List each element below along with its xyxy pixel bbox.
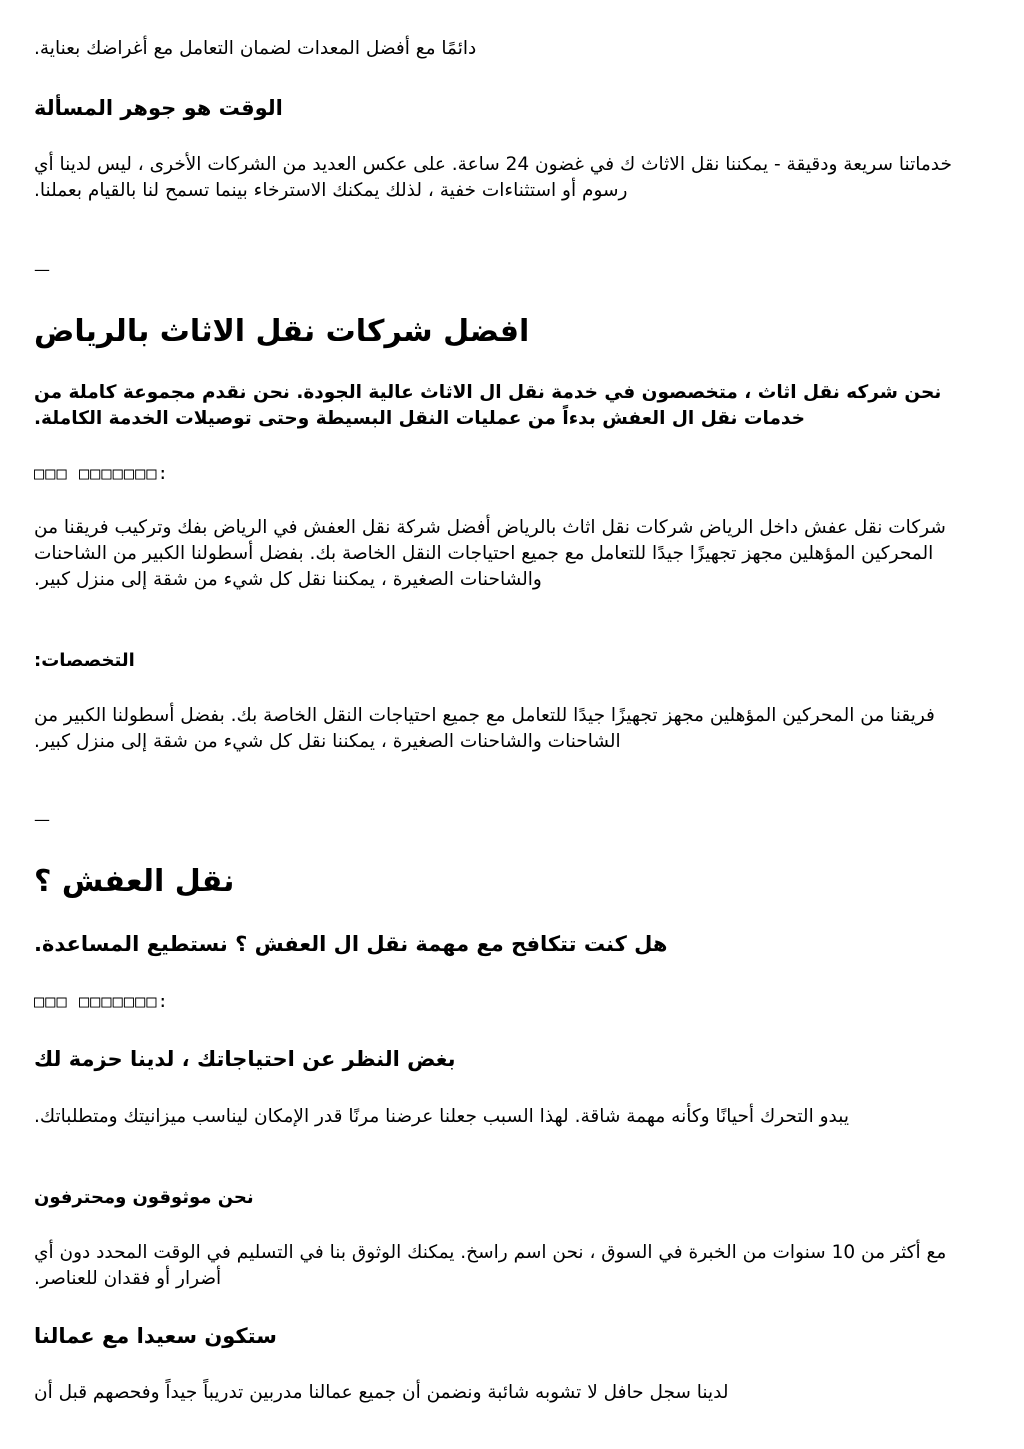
time-heading: الوقت هو جوهر المسألة xyxy=(34,96,283,120)
workers-heading: ستكون سعيدا مع عمالنا xyxy=(34,1324,277,1348)
workers-paragraph: لدينا سجل حافل لا تشوبه شائبة ونضمن أن جميع عمالنا مدربين تدريباً جيداً وفحصهم قبل أن xyxy=(34,1382,729,1403)
intro-tail-paragraph: دائمًا مع أفضل المعدات لضمان التعامل مع أغراضك بعناية. xyxy=(34,38,477,59)
move-furniture-subheading: هل كنت تتكافح مع مهمة نقل ال العفش ؟ نستطيع المساعدة. xyxy=(34,932,668,956)
best-companies-heading: افضل شركات نقل الاثاث بالرياض xyxy=(34,314,530,349)
separator-2: — xyxy=(34,810,50,829)
separator-1: — xyxy=(34,260,50,279)
specialties-paragraph: فريقنا من المحركين المؤهلين مجهز تجهيزًا جيدًا للتعامل مع جميع احتياجات النقل الخاصة بك. بفضل أسطولنا الكبير من الشاحنات والشاحنات الصغيرة ، يمكننا نقل كل شيء من شقة إلى منزل كبير. xyxy=(34,705,935,752)
trust-paragraph: مع أكثر من 10 سنوات من الخبرة في السوق ، نحن اسم راسخ. يمكنك الوثوق بنا في التسليم في الوقت المحدد دون أي أضرار أو فقدان للعناصر. xyxy=(34,1242,947,1289)
specialties-heading: التخصصات: xyxy=(34,650,135,671)
missing-glyph-label-1: □□□ □□□□□□□: xyxy=(34,464,169,484)
missing-glyph-label-2: □□□ □□□□□□□: xyxy=(34,992,169,1012)
trust-heading: نحن موثوقون ومحترفون xyxy=(34,1187,254,1208)
package-heading: بغض النظر عن احتياجاتك ، لدينا حزمة لك xyxy=(34,1047,456,1071)
best-companies-lead: نحن شركه نقل اثاث ، متخصصون في خدمة نقل ال الاثاث عالية الجودة. نحن نقدم مجموعة كاملة من خدمات نقل ال العفش بدءاً من عمليات النقل البسيطة وحتى توصيلات الخدمة الكاملة. xyxy=(34,382,942,429)
package-paragraph: يبدو التحرك أحيانًا وكأنه مهمة شاقة. لهذا السبب جعلنا عرضنا مرنًا قدر الإمكان ليناسب ميزانيتك ومتطلباتك. xyxy=(34,1106,849,1127)
move-furniture-heading: نقل العفش ؟ xyxy=(34,864,235,899)
best-companies-paragraph: شركات نقل عفش داخل الرياض شركات نقل اثاث بالرياض أفضل شركة نقل العفش في الرياض بفك وتركيب فريقنا من المحركين المؤهلين مجهز تجهيزًا جيدًا للتعامل مع جميع احتياجات النقل الخاصة بك. بفضل أسطولنا الكبير من الشاحنات والشاحنات الصغيرة ، يمكننا نقل كل شيء من شقة إلى منزل كبير. xyxy=(34,517,946,590)
time-paragraph: خدماتنا سريعة ودقيقة - يمكننا نقل الاثاث ك في غضون 24 ساعة. على عكس العديد من الشركات الأخرى ، ليس لدينا أي رسوم أو استثناءات خفية ، لذلك يمكنك الاسترخاء بينما تسمح لنا بالقيام بعملنا. xyxy=(34,154,952,201)
